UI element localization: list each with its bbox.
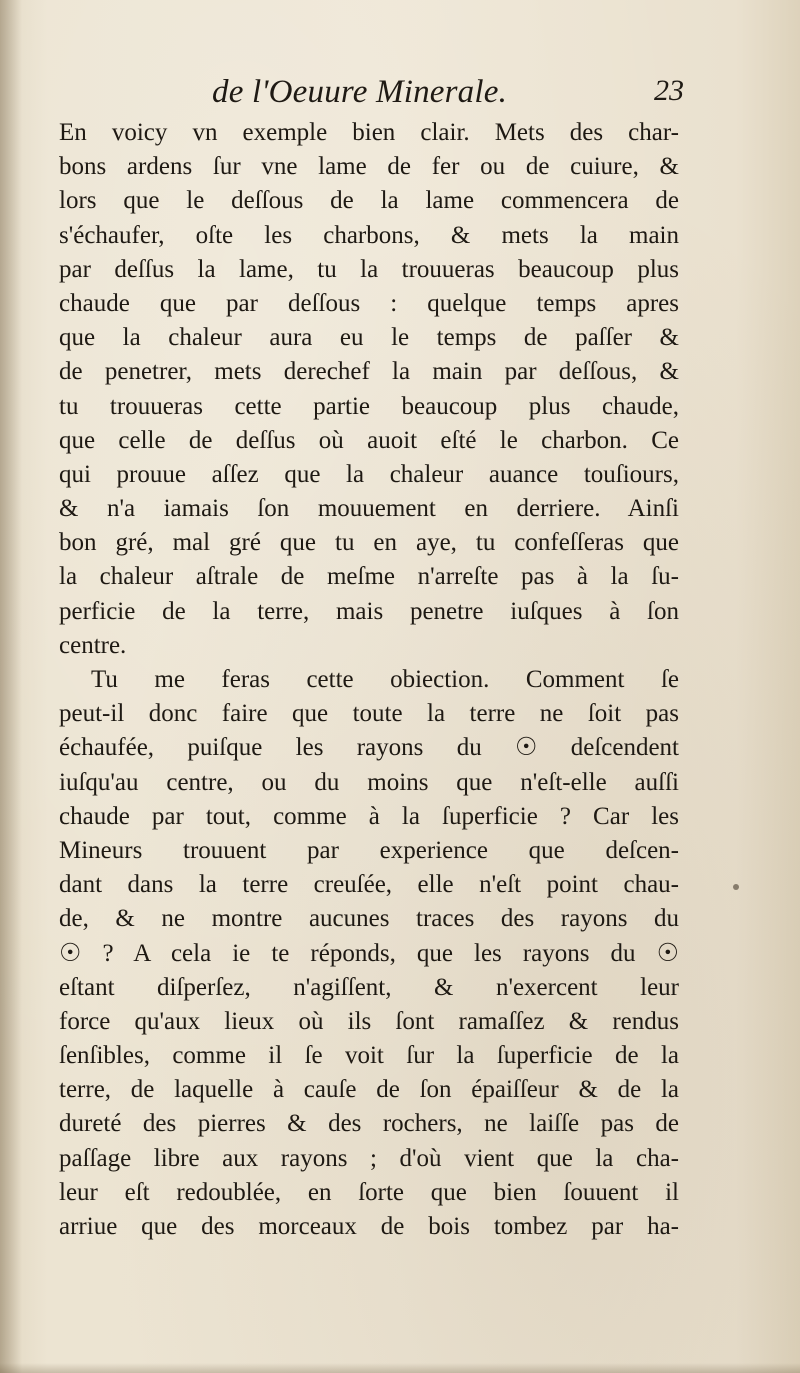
text-line: qui prouue aſſez que la chaleur auance touſiours, bbox=[59, 460, 679, 488]
text-line: peut-il donc faire que toute la terre ne ſoit pas bbox=[59, 700, 679, 728]
text-line: ☉ ? A cela ie te réponds, que les rayons du ☉ bbox=[59, 939, 679, 967]
text-line: dureté des pierres & des rochers, ne laiſſe pas de bbox=[59, 1110, 679, 1138]
text-line: s'échaufer, oſte les charbons, & mets la main bbox=[59, 221, 679, 249]
text-line: En voicy vn exemple bien clair. Mets des char- bbox=[59, 119, 679, 146]
page-number: 23 bbox=[654, 74, 684, 107]
text-line: que celle de deſſus où auoit eſté le charbon. Ce bbox=[59, 426, 679, 454]
ink-speck bbox=[733, 884, 739, 890]
text-line: leur eſt redoublée, en ſorte que bien ſouuent il bbox=[59, 1178, 679, 1206]
text-line: terre, de laquelle à cauſe de ſon épaiſſeur & de la bbox=[59, 1076, 679, 1104]
running-title: de l'Oeuure Minerale. bbox=[212, 74, 508, 110]
text-line: de, & ne montre aucunes traces des rayons du bbox=[59, 905, 679, 933]
text-line: dant dans la terre creuſée, elle n'eſt point chau- bbox=[59, 871, 679, 899]
text-line: perficie de la terre, mais penetre iuſques à ſon bbox=[59, 597, 679, 625]
text-line: paſſage libre aux rayons ; d'où vient que la cha- bbox=[59, 1144, 679, 1172]
text-line: ſenſibles, comme il ſe voit ſur la ſuperficie de la bbox=[59, 1042, 679, 1070]
page-header bbox=[60, 70, 684, 116]
text-line: bons ardens ſur vne lame de fer ou de cuiure, & bbox=[59, 153, 679, 181]
text-line: échaufée, puiſque les rayons du ☉ deſcendent bbox=[59, 734, 679, 762]
text-line: Tu me feras cette obiection. Comment ſe bbox=[91, 666, 679, 693]
text-line: eſtant diſperſez, n'agiſſent, & n'exercent leur bbox=[59, 973, 679, 1001]
text-line: lors que le deſſous de la lame commencera de bbox=[59, 187, 679, 215]
page-bottom-edge bbox=[0, 1363, 800, 1373]
text-line: centre. bbox=[59, 631, 127, 659]
text-line: tu trouueras cette partie beaucoup plus chaude, bbox=[59, 392, 679, 420]
text-line: chaude par tout, comme à la ſuperficie ? Car les bbox=[59, 802, 679, 830]
text-line: iuſqu'au centre, ou du moins que n'eſt-elle auſſi bbox=[59, 768, 679, 796]
spine-shadow bbox=[0, 0, 22, 1373]
body-text bbox=[59, 116, 679, 1244]
text-line: que la chaleur aura eu le temps de paſſer & bbox=[59, 324, 679, 352]
text-line: chaude que par deſſous : quelque temps apres bbox=[59, 289, 679, 317]
text-line: & n'a iamais ſon mouuement en derriere. Ainſi bbox=[59, 495, 679, 523]
text-line: force qu'aux lieux où ils ſont ramaſſez & rendus bbox=[59, 1007, 679, 1035]
text-line: la chaleur aſtrale de meſme n'arreſte pas à la ſu- bbox=[59, 563, 679, 591]
text-line: arriue que des morceaux de bois tombez par ha- bbox=[59, 1213, 679, 1240]
text-line: par deſſus la lame, tu la trouueras beaucoup plus bbox=[59, 255, 679, 283]
text-line: Mineurs trouuent par experience que deſcen- bbox=[59, 836, 679, 864]
text-line: bon gré, mal gré que tu en aye, tu confeſſeras que bbox=[59, 529, 679, 557]
text-line: de penetrer, mets derechef la main par deſſous, & bbox=[59, 358, 679, 386]
